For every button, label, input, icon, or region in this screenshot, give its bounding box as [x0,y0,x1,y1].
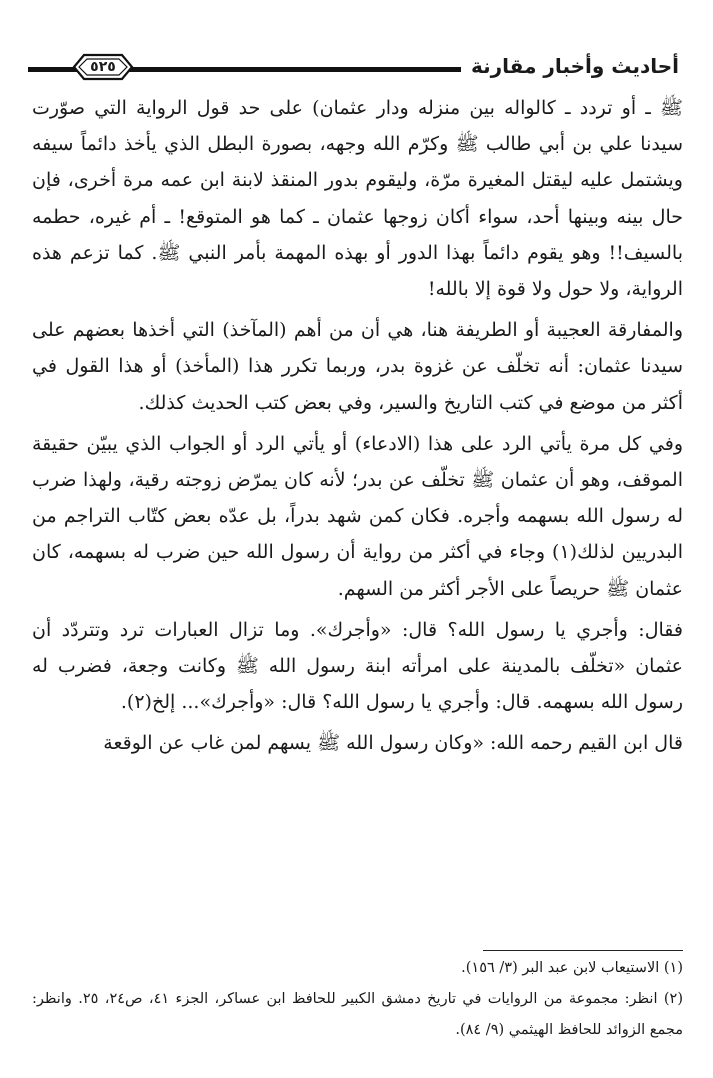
page-number: ٥٢٥ [90,59,116,75]
main-text [32,90,683,767]
footnote-2: (٢) انظر: مجموعة من الروايات في تاريخ دمشق الكبير للحافظ ابن عساكر، الجزء ٤١، ص٢٤، ٢٥. وانظر: مجمع الزوائد للحافظ الهيثمي (٩/ ٨٤). [32,991,683,1038]
footnote-separator [483,950,683,951]
paragraph-3: وفي كل مرة يأتي الرد على هذا (الادعاء) أو يأتي الرد أو الجواب الذي يبيّن حقيقة الموقف، وهو أن عثمان ﷺ تخلّف عن بدر؛ لأنه كان يمرّض زوجته رقية، ولهذا ضرب له رسول الله بسهمه وأجره. فكان كمن شهد بدراً، بل عدّه بعض كتّاب التراجم من البدريين لذلك(١) وجاء في أكثر من رواية أن رسول الله حين ضرب له بسهمه، كان عثمان ﷺ حريصاً على الأجر أكثر من السهم. [32,432,684,600]
page-number-badge [72,52,134,82]
footnote-1: (١) الاستيعاب لابن عبد البر (٣/ ١٥٦). [461,960,683,976]
paragraph-2: والمفارقة العجيبة أو الطريفة هنا، هي أن من أهم (المآخذ) التي أخذها بعضهم على سيدنا عثمان: أنه تخلّف عن غزوة بدر، وربما تكرر هذا (المأخذ) أو هذا القول في أكثر من موضع في كتب التاريخ والسير، وفي بعض كتب الحديث كذلك. [32,319,683,414]
running-title: أحاديث وأخبار مقارنة [461,48,679,84]
paragraph-5: قال ابن القيم رحمه الله: «وكان رسول الله ﷺ يسهم لمن غاب عن الوقعة [103,732,683,755]
page-header [28,44,679,84]
paragraph-1: ﷺ ـ أو تردد ـ كالواله بين منزله ودار عثمان) على حد قول الرواية التي صوّرت سيدنا علي بن أبي طالب ﷺ وكرّم الله وجهه، بصورة البطل الذي يأخذ دائماً سيفه ويشتمل عليه ليقتل المغيرة مرّة، وليقوم بدور المنقذ لابنة ابن عمه مرة أخرى، فإن حال بينه وبينها أحد، سواء أكان زوجها عثمان ـ كما هو المتوقع! ـ أم غيره، حطمه بالسيف!! وهو يقوم دائماً بهذا الدور أو بهذه المهمة بأمر النبي ﷺ. كما تزعم هذه الرواية، ولا حول ولا قوة إلا بالله! [32,97,683,301]
footnotes [32,950,683,1046]
paragraph-4: فقال: وأجري يا رسول الله؟ قال: «وأجرك». وما تزال العبارات ترد وتتردّد أن عثمان «تخلّف بالمدينة على امرأته ابنة رسول الله ﷺ وكانت وجعة، فضرب له رسول الله بسهمه. قال: وأجري يا رسول الله؟ قال: «وأجرك»... إلخ(٢). [32,618,683,714]
